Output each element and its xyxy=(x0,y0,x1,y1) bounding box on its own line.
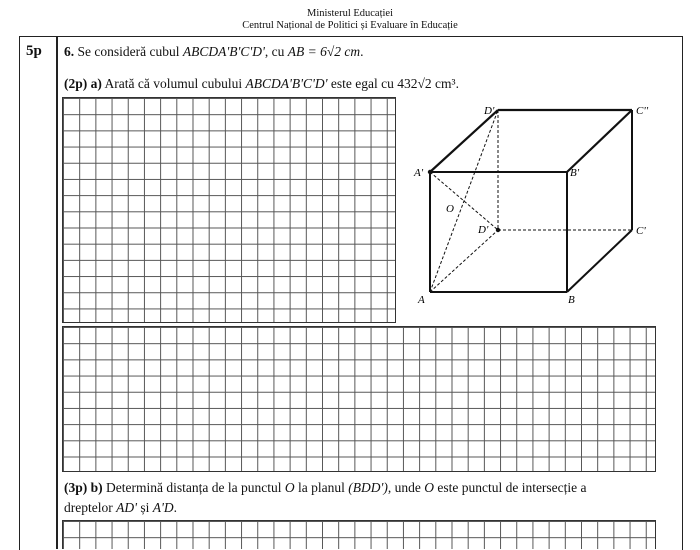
part-b-text-line1 xyxy=(64,480,587,496)
label-c: C' xyxy=(636,225,646,237)
answer-grid-b[interactable] xyxy=(62,520,656,549)
problem-points: 5p xyxy=(26,43,42,59)
part-b-text4: este punctul de intersecție a xyxy=(437,480,587,495)
label-b1: B' xyxy=(570,167,580,179)
label-a1: A' xyxy=(414,167,424,179)
part-b-plane: (BDD') xyxy=(348,480,388,495)
problem-statement xyxy=(64,44,364,60)
part-b-line2-end: . xyxy=(173,500,178,515)
statement-end: . xyxy=(360,44,364,59)
part-b-text2: la planul xyxy=(297,480,345,495)
part-b-line-a1d: A'D xyxy=(152,500,174,515)
ab-expression: AB = 6√2 cm xyxy=(287,44,361,59)
center-name: Centrul Național de Politici și Evaluare în Educație xyxy=(242,20,458,31)
page-header xyxy=(0,8,700,32)
part-a-volume: 432√2 cm³ xyxy=(397,76,456,91)
label-o: O xyxy=(446,203,454,215)
label-a: A xyxy=(418,294,425,306)
part-a-prefix: Arată că volumul cubului xyxy=(104,76,243,91)
part-b-point-o: O xyxy=(284,480,295,495)
cube-name: ABCDA'B'C'D' xyxy=(182,44,265,59)
label-c1: C'' xyxy=(636,105,649,117)
part-b-line2-and: și xyxy=(140,500,150,515)
part-b-text-line2 xyxy=(64,500,177,516)
label-d: D' xyxy=(478,224,489,236)
answer-grid-a[interactable] xyxy=(62,97,396,323)
points-column-divider xyxy=(56,36,58,549)
part-b-line-ad: AD' xyxy=(116,500,137,515)
ministry-name: Ministerul Educației xyxy=(306,8,394,19)
label-d1: D' xyxy=(484,105,495,117)
part-b-line2-prefix: dreptelor xyxy=(64,500,113,515)
part-b-letter: b) xyxy=(90,480,103,495)
statement-mid: , cu xyxy=(264,44,285,59)
statement-prefix: Se consideră cubul xyxy=(77,44,180,59)
part-a-letter: a) xyxy=(90,76,102,91)
part-b-points: (3p) xyxy=(64,480,88,495)
answer-grid-a-lower[interactable] xyxy=(62,326,656,472)
part-b-text3: , unde xyxy=(387,480,421,495)
part-b-point-o2: O xyxy=(424,480,434,495)
part-a-points: (2p) xyxy=(64,76,88,91)
problem-number: 6. xyxy=(64,44,75,59)
cube-figure xyxy=(412,100,662,312)
label-b: B xyxy=(568,294,575,306)
part-b-text1: Determină distanța de la punctul xyxy=(106,480,282,495)
part-a-cube: ABCDA'B'C'D' xyxy=(245,76,328,91)
part-a-text xyxy=(64,76,459,92)
part-a-mid: este egal cu xyxy=(330,76,394,91)
part-a-end: . xyxy=(455,76,459,91)
